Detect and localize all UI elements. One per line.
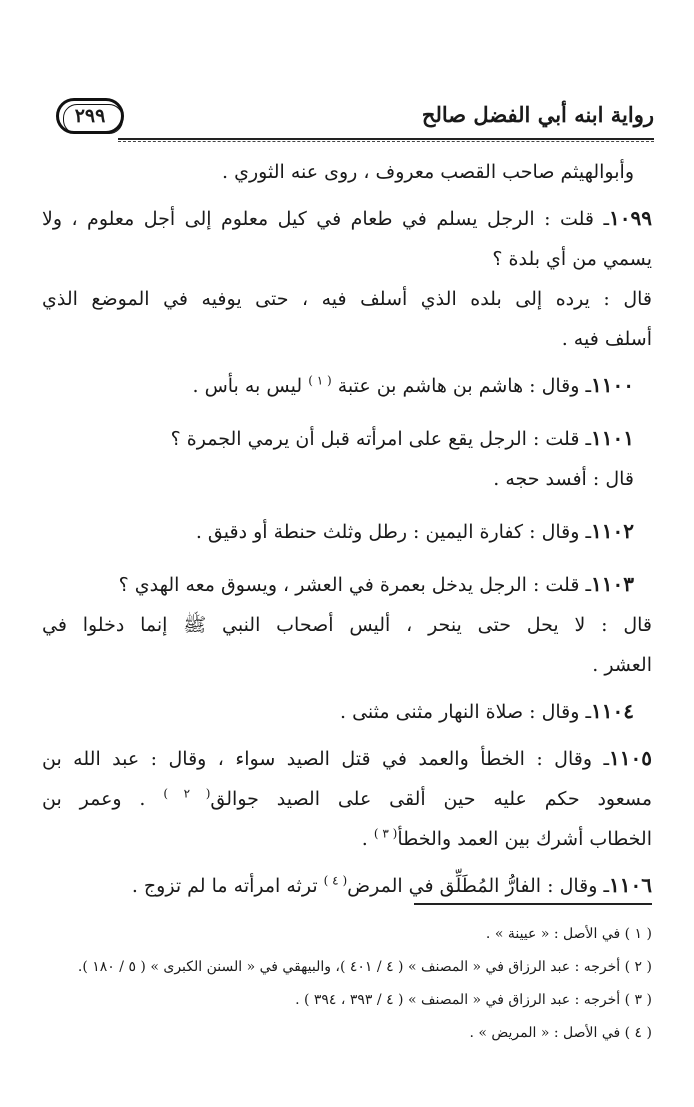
intro-line: وأبوالهيثم صاحب القصب معروف ، روى عنه الثوري . <box>222 161 634 183</box>
entry-number: ١١٠٤ <box>591 699 634 723</box>
entry-number: ١١٠٢ <box>591 519 634 543</box>
running-title: رواية ابنه أبي الفضل صالح <box>421 102 654 127</box>
answer-line-1: قال : يرده إلى بلده الذي أسلف فيه ، حتى يوفيه في الموضع الذي <box>42 288 652 310</box>
entry-text: ـ وقال : صلاة النهار مثنى مثنى . <box>339 701 592 723</box>
entry-text: ـ وقال : هاشم بن هاشم بن عتبة <box>337 375 592 397</box>
entry-1104 <box>42 691 652 732</box>
entry-number: ١١٠٦ <box>609 873 652 897</box>
entry-number: ١١٠٣ <box>591 572 634 596</box>
entry-line-2: مسعود حكم عليه حين ألقى على الصيد جوالق <box>210 788 653 810</box>
footnote-ref: ( ٢ ) <box>163 786 211 801</box>
entry-number: ١١٠١ <box>591 426 634 450</box>
footnote-ref: ( ٣ ) <box>373 826 398 841</box>
page-number: ٢٩٩ <box>74 105 106 127</box>
question-line: ـ قلت : الرجل يقع على امرأته قبل أن يرمي الجمرة ؟ <box>170 428 592 450</box>
entry-number: ١١٠٠ <box>591 373 634 397</box>
page-number-badge <box>56 98 124 134</box>
entry-number: ١٠٩٩ <box>609 206 652 230</box>
entry-line-1: ـ وقال : الخطأ والعمد في قتل الصيد سواء ، وقال : عبد الله بن <box>42 748 610 770</box>
main-text <box>42 152 652 906</box>
entry-1100 <box>42 365 652 406</box>
entry-text: ـ وقال : الفارُّ المُطَلِّق في المرض <box>347 875 610 897</box>
entry-intro <box>42 152 652 192</box>
entry-number: ١١٠٥ <box>609 746 652 770</box>
entry-text: ـ وقال : كفارة اليمين : رطل وثلث حنطة أو دقيق . <box>195 521 592 543</box>
entry-1101 <box>42 418 652 499</box>
question-line-1: ـ قلت : الرجل يسلم في طعام في كيل معلوم إلى أجل معلوم ، ولا <box>42 208 610 230</box>
answer-line: قال : أفسد حجه . <box>493 468 634 490</box>
entry-line-3: الخطاب أشرك بين العمد والخطأ <box>397 828 652 850</box>
footnote-3: ( ٣ ) أخرجه : عبد الرزاق في « المصنف » ( ٤ / ٣٩٣ ، ٣٩٤ ) . <box>295 992 652 1008</box>
answer-line-2: العشر . <box>592 654 652 676</box>
footnote-ref: ( ٤ ) <box>323 873 348 888</box>
footnotes <box>40 918 652 1050</box>
entry-text-cont: ترثه امرأته ما لم تزوج . <box>131 875 318 897</box>
entry-1103-answer <box>42 605 652 685</box>
entry-1105 <box>42 738 652 859</box>
entry-line-3-cont: . <box>361 828 368 850</box>
question-line-2: يسمي من أي بلدة ؟ <box>492 248 652 270</box>
footnote-1: ( ١ ) في الأصل : « عيينة » . <box>485 926 652 942</box>
entry-line-2-cont: . وعمر بن <box>42 788 146 810</box>
header-rule <box>118 138 654 142</box>
entry-1106 <box>42 865 652 906</box>
footnote-4: ( ٤ ) في الأصل : « المريض » . <box>469 1025 652 1041</box>
question-line: ـ قلت : الرجل يدخل بعمرة في العشر ، ويسوق معه الهدي ؟ <box>118 574 592 596</box>
entry-text-cont: ليس به بأس . <box>192 375 303 397</box>
answer-line-2: أسلف فيه . <box>561 328 652 350</box>
footnote-ref: ( ١ ) <box>308 373 332 388</box>
page-header <box>56 98 654 144</box>
footnote-2: ( ٢ ) أخرجه : عبد الرزاق في « المصنف » ( ٤ / ٤٠١ )، والبيهقي في « السنن الكبرى » ( ٥ / ١٨٠ ). <box>77 959 652 975</box>
footnote-separator <box>414 903 652 905</box>
entry-1103 <box>42 564 652 605</box>
answer-line-1: قال : لا يحل حتى ينحر ، أليس أصحاب النبي ﷺ إنما دخلوا في <box>42 614 652 636</box>
entry-1099 <box>42 198 652 359</box>
entry-1102 <box>42 511 652 552</box>
